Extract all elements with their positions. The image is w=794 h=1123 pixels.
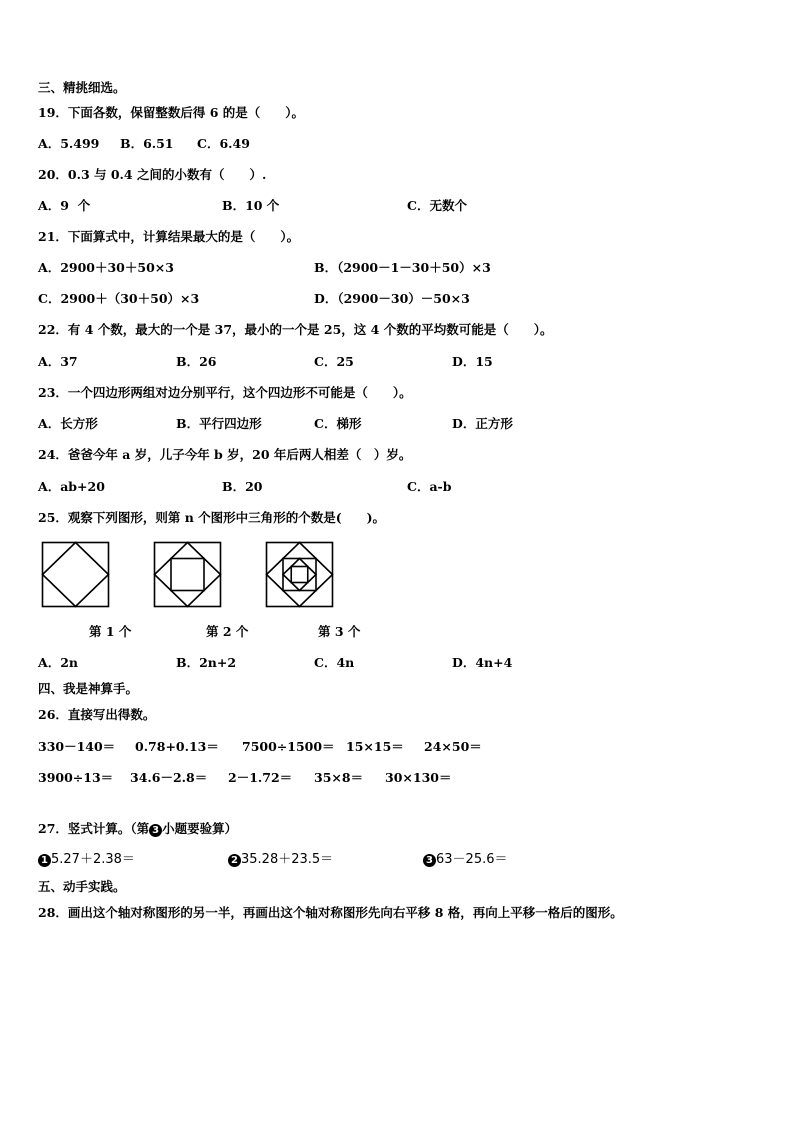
q26-expression: 330－140＝ bbox=[38, 739, 116, 754]
q19-option-c: C．6.49 bbox=[197, 136, 250, 151]
circled-number-2: 2 bbox=[228, 854, 241, 867]
q25-option-c: C．4n bbox=[314, 655, 355, 670]
circled-number-1: 1 bbox=[38, 854, 51, 867]
circled-number-3: 3 bbox=[423, 854, 436, 867]
q26-expression: 35×8＝ bbox=[314, 770, 364, 785]
q25-figure-3 bbox=[265, 541, 335, 609]
q22-option-b: B．26 bbox=[176, 354, 217, 369]
q23-option-b: B．平行四边形 bbox=[176, 416, 262, 431]
q25-option-b: B．2n+2 bbox=[176, 655, 237, 670]
q24-stem: 24．爸爸今年 a 岁，儿子今年 b 岁，20 年后两人相差（ ）岁。 bbox=[38, 447, 412, 462]
q21-option-c: C．2900＋（30＋50）×3 bbox=[38, 291, 200, 306]
q22-stem: 22．有 4 个数，最大的一个是 37，最小的一个是 25，这 4 个数的平均数可能是（ ）。 bbox=[38, 322, 553, 337]
q26-stem: 26．直接写出得数。 bbox=[38, 707, 156, 722]
q26-expression: 0.78+0.13＝ bbox=[135, 739, 219, 754]
q20-option-b: B．10 个 bbox=[222, 198, 280, 213]
q25-figure-1 bbox=[41, 541, 111, 609]
q26-expression: 2－1.72＝ bbox=[228, 770, 293, 785]
q25-caption-1: 第 1 个 bbox=[89, 624, 132, 639]
q27-stem: 27．竖式计算。（第 3 小题要验算） bbox=[38, 821, 238, 836]
q28-stem: 28．画出这个轴对称图形的另一半，再画出这个轴对称图形先向右平移 8 格，再向上平移一格后的图形。 bbox=[38, 905, 623, 920]
q26-expression: 30×130＝ bbox=[385, 770, 452, 785]
q24-option-c: C．a-b bbox=[407, 479, 452, 494]
q20-stem: 20．0.3 与 0.4 之间的小数有（ ）. bbox=[38, 167, 267, 182]
q26-expression: 7500÷1500＝ bbox=[242, 739, 335, 754]
q25-caption-2: 第 2 个 bbox=[206, 624, 249, 639]
q26-expression: 34.6－2.8＝ bbox=[130, 770, 208, 785]
q23-option-a: A．长方形 bbox=[38, 416, 98, 431]
q24-option-a: A．ab+20 bbox=[38, 479, 105, 494]
q25-option-d: D．4n+4 bbox=[452, 655, 513, 670]
section-3-heading: 三、精挑细选。 bbox=[38, 80, 126, 95]
q22-option-c: C．25 bbox=[314, 354, 354, 369]
q19-stem: 19．下面各数，保留整数后得 6 的是（ ）。 bbox=[38, 105, 305, 120]
q22-option-a: A．37 bbox=[38, 354, 78, 369]
q20-option-c: C．无数个 bbox=[407, 198, 467, 213]
q22-option-d: D．15 bbox=[452, 354, 493, 369]
q21-option-b: B．（2900－1－30＋50）×3 bbox=[314, 260, 491, 275]
q21-option-a: A．2900＋30＋50×3 bbox=[38, 260, 174, 275]
q25-option-a: A．2n bbox=[38, 655, 78, 670]
q27-item-1: 1 5.27＋2.38＝ bbox=[38, 852, 135, 868]
q27-item-2: 2 35.28＋23.5＝ bbox=[228, 852, 333, 868]
q24-option-b: B．20 bbox=[222, 479, 263, 494]
q23-option-c: C．梯形 bbox=[314, 416, 362, 431]
q26-expression: 3900÷13＝ bbox=[38, 770, 114, 785]
q26-expression: 15×15＝ bbox=[346, 739, 404, 754]
section-5-heading: 五、动手实践。 bbox=[38, 879, 126, 894]
q27-item-3: 3 63－25.6＝ bbox=[423, 852, 508, 868]
circled-number-3: 3 bbox=[149, 824, 162, 837]
q23-option-d: D．正方形 bbox=[452, 416, 513, 431]
q19-option-a: A．5.499 bbox=[38, 136, 100, 151]
q21-stem: 21．下面算式中，计算结果最大的是（ ）。 bbox=[38, 229, 300, 244]
q21-option-d: D．（2900－30）－50×3 bbox=[314, 291, 470, 306]
q25-caption-3: 第 3 个 bbox=[318, 624, 361, 639]
q25-stem: 25．观察下列图形，则第 n 个图形中三角形的个数是( )。 bbox=[38, 510, 386, 525]
q25-figure-2 bbox=[153, 541, 223, 609]
q23-stem: 23．一个四边形两组对边分别平行，这个四边形不可能是（ ）。 bbox=[38, 385, 412, 400]
q26-expression: 24×50＝ bbox=[424, 739, 482, 754]
section-4-heading: 四、我是神算手。 bbox=[38, 681, 139, 696]
q19-option-b: B．6.51 bbox=[120, 136, 174, 151]
q20-option-a: A．9 个 bbox=[38, 198, 91, 213]
